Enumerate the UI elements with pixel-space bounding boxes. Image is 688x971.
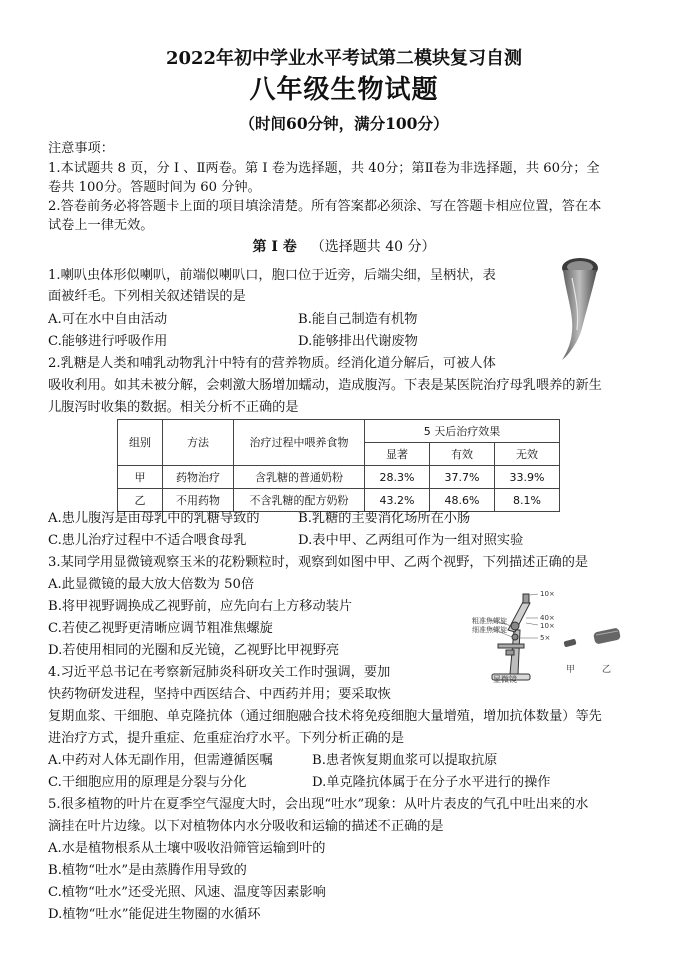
note-1-line-2: 卷共 100分。答题时间为 60 分钟。	[48, 180, 261, 195]
q1-option-a: A.可在水中自由活动	[48, 312, 168, 327]
q4-option-b: B.患者恢复期血浆可以提取抗原	[312, 753, 498, 768]
q1-option-d: D.能够排出代谢废物	[298, 334, 418, 349]
q2-stem-line-3: 儿腹泻时收集的数据。相关分析不正确的是	[48, 400, 299, 415]
label-view-jia: 甲	[566, 665, 576, 675]
cell-food: 不含乳糖的配方奶粉	[234, 489, 365, 512]
label-view-yi: 乙	[602, 665, 612, 675]
view-yi	[593, 627, 621, 644]
q2-stem-line-1: 2.乳糖是人类和哺乳动物乳汁中特有的营养物质。经消化道分解后，可被人体	[48, 356, 496, 371]
label-eyepiece-10x: 10×	[540, 590, 555, 598]
cell-group: 甲	[118, 466, 163, 489]
note-2-line-2: 试卷上一律无效。	[48, 218, 154, 233]
trumpet-animalcule-illustration	[552, 254, 600, 364]
q4-option-c: C.干细胞应用的原理是分裂与分化	[48, 775, 247, 790]
q1-stem-line-2: 面被纤毛。下列相关叙述错误的是	[48, 289, 246, 304]
header-ineffective: 无效	[495, 443, 560, 466]
cell-method: 药物治疗	[163, 466, 234, 489]
section-heading	[0, 240, 688, 254]
q5-stem-line-1: 5.很多植物的叶片在夏季空气湿度大时，会出现“吐水”现象：从叶片表皮的气孔中吐出来的水	[48, 797, 589, 812]
view-jia	[563, 639, 576, 648]
cell-group: 乙	[118, 489, 163, 512]
q5-stem-line-2: 滴挂在叶片边缘。以下对植物体内水分吸收和运输的描述不正确的是	[48, 819, 444, 834]
header-food: 治疗过程中喂养食物	[234, 420, 365, 466]
q5-option-d: D.植物“吐水”能促进生物圈的水循环	[48, 907, 261, 922]
q2-stem-line-2: 吸收利用。如其未被分解，会刺激大肠增加蠕动，造成腹泻。下表是某医院治疗母乳喂养的新生	[48, 378, 602, 393]
q3-option-b: B.将甲视野调换成乙视野前，应先向右上方移动装片	[48, 599, 353, 614]
header-effect: 5 天后治疗效果	[365, 420, 560, 443]
q5-option-b: B.植物“吐水”是由蒸腾作用导致的	[48, 863, 247, 878]
cell-ineffective: 33.9%	[495, 466, 560, 489]
cell-effective: 37.7%	[430, 466, 495, 489]
note-2-line-1: 2.答卷前务必将答题卡上面的项目填涂清楚。所有答案都必须涂、写在答题卡相应位置，答在本	[48, 199, 602, 214]
treatment-data-table	[117, 419, 560, 512]
cell-effective: 48.6%	[430, 489, 495, 512]
q4-stem-line-3: 复期血浆、干细胞、单克隆抗体（通过细胞融合技术将免疫细胞大量增殖，增加抗体数量）等先	[48, 709, 602, 724]
header-effective: 有效	[430, 443, 495, 466]
q4-stem-line-2: 快药物研发进程，坚持中西医结合、中西药并用；要采取恢	[48, 687, 391, 702]
q4-option-a: A.中药对人体无副作用，但需遵循医嘱	[48, 753, 273, 768]
q3-stem: 3.某同学用显微镜观察玉米的花粉颗粒时，观察到如图中甲、乙两个视野，下列描述正确的是	[48, 555, 589, 570]
q2-option-b: B.乳糖的主要消化场所在小肠	[298, 511, 471, 526]
label-microscope: 显微镜	[493, 675, 517, 684]
header-group: 组别	[118, 420, 163, 466]
note-1-line-1: 1.本试题共 8 页，分 Ⅰ 、Ⅱ两卷。第 Ⅰ 卷为选择题，共 40分；第Ⅱ卷为非选择题，共 60分；全	[48, 161, 600, 176]
section-label: 第 Ⅰ 卷	[252, 239, 297, 255]
q4-stem-line-4: 进治疗方式，提升重症、危重症治疗水平。下列分析正确的是	[48, 731, 405, 746]
label-objective-10x: 10×	[540, 622, 555, 630]
label-coarse-knob: 粗准焦螺旋	[472, 617, 507, 625]
header-significant: 显著	[365, 443, 430, 466]
q2-option-c: C.患儿治疗过程中不适合喂食母乳	[48, 533, 247, 548]
table-row	[118, 489, 560, 512]
table-header-row	[118, 420, 560, 443]
cell-significant: 28.3%	[365, 466, 430, 489]
q5-option-c: C.植物“吐水”还受光照、风速、温度等因素影响	[48, 885, 326, 900]
label-objective-5x: 5×	[540, 634, 551, 642]
q4-stem-line-1: 4.习近平总书记在考察新冠肺炎科研攻关工作时强调，要加	[48, 665, 391, 680]
q1-stem-line-1: 1.喇叭虫体形似喇叭，前端似喇叭口，胞口位于近旁，后端尖细，呈柄状，表	[48, 268, 496, 283]
q5-option-a: A.水是植物根系从土壤中吸收沿筛管运输到叶的	[48, 841, 326, 856]
label-fine-knob: 细准焦螺旋	[472, 626, 507, 634]
exam-title: 八年级生物试题	[249, 75, 439, 105]
q3-option-a: A.此显微镜的最大放大倍数为 50倍	[48, 577, 255, 592]
label-objective-40x: 40×	[540, 614, 555, 622]
exam-series-title: 2022年初中学业水平考试第二模块复习自测	[165, 48, 523, 69]
q3-option-c: C.若使乙视野更清晰应调节粗准焦螺旋	[48, 621, 273, 636]
q2-option-a: A.患儿腹泻是由母乳中的乳糖导致的	[48, 511, 260, 526]
microscope-icon	[492, 594, 530, 680]
q2-option-d: D.表中甲、乙两组可作为一组对照实验	[298, 533, 524, 548]
section-desc: （选择题共 40 分）	[310, 239, 436, 255]
q3-option-d: D.若使用相同的光圈和反光镜，乙视野比甲视野亮	[48, 643, 340, 658]
q1-option-b: B.能自己制造有机物	[298, 312, 418, 327]
q4-option-d: D.单克隆抗体属于在分子水平进行的操作	[312, 775, 551, 790]
q1-option-c: C.能够进行呼吸作用	[48, 334, 168, 349]
notes-heading: 注意事项：	[48, 141, 114, 156]
exam-duration: （时间60分钟，满分100分）	[239, 114, 449, 133]
cell-food: 含乳糖的普通奶粉	[234, 466, 365, 489]
header-method: 方法	[163, 420, 234, 466]
cell-significant: 43.2%	[365, 489, 430, 512]
cell-ineffective: 8.1%	[495, 489, 560, 512]
cell-method: 不用药物	[163, 489, 234, 512]
table-row	[118, 466, 560, 489]
